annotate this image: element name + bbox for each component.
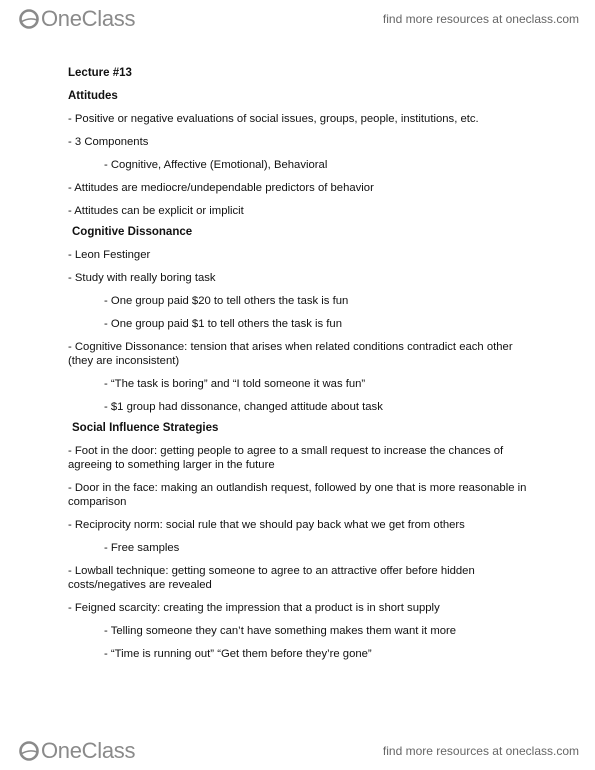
note-subline: - Telling someone they can’t have something makes them want it more xyxy=(104,625,457,637)
note-line: - Reciprocity norm: social rule that we should pay back what we get from others xyxy=(68,519,465,531)
page-header xyxy=(0,0,595,38)
note-subline: - Free samples xyxy=(104,542,180,554)
note-line: - Study with really boring task xyxy=(68,272,216,284)
note-line: - Cognitive Dissonance: tension that arises when related conditions contradict each other (they are inconsistent) xyxy=(68,341,513,367)
note-line: - Foot in the door: getting people to agree to a small request to increase the chances of agreeing to something larger in the future xyxy=(68,445,504,471)
oneclass-logo[interactable] xyxy=(18,738,135,764)
oneclass-o-icon xyxy=(18,8,40,30)
page-footer xyxy=(0,732,595,770)
note-line: - Feigned scarcity: creating the impression that a product is in short supply xyxy=(68,602,440,614)
oneclass-o-icon xyxy=(18,740,40,762)
note-subline: - One group paid $1 to tell others the task is fun xyxy=(104,318,343,330)
note-line: - Attitudes are mediocre/undependable predictors of behavior xyxy=(68,182,374,194)
note-subline: - One group paid $20 to tell others the task is fun xyxy=(104,295,349,307)
section-heading-cognitive-dissonance: Cognitive Dissonance xyxy=(72,226,193,238)
header-tagline-link[interactable]: find more resources at oneclass.com xyxy=(382,12,579,26)
note-line: - Leon Festinger xyxy=(68,249,151,261)
note-line: - 3 Components xyxy=(68,136,149,148)
note-subline: - Cognitive, Affective (Emotional), Behavioral xyxy=(104,159,328,171)
note-line: - Attitudes can be explicit or implicit xyxy=(68,205,244,217)
note-line: - Positive or negative evaluations of social issues, groups, people, institutions, etc. xyxy=(68,113,479,125)
note-subline: - “Time is running out” “Get them before they’re gone” xyxy=(104,648,372,660)
footer-tagline-link[interactable]: find more resources at oneclass.com xyxy=(382,744,579,758)
lecture-title: Lecture #13 xyxy=(68,67,132,79)
document-body xyxy=(68,66,538,670)
note-subline: - $1 group had dissonance, changed attitude about task xyxy=(104,401,383,413)
section-heading-attitudes: Attitudes xyxy=(68,90,118,102)
logo-text: OneClass xyxy=(41,738,136,763)
oneclass-logo[interactable] xyxy=(18,6,135,32)
note-line: - Door in the face: making an outlandish request, followed by one that is more reasonable in comparison xyxy=(68,482,527,508)
note-line: - Lowball technique: getting someone to agree to an attractive offer before hidden costs/negatives are revealed xyxy=(68,565,475,591)
logo-text: OneClass xyxy=(41,6,136,31)
section-heading-social-influence: Social Influence Strategies xyxy=(72,422,219,434)
note-subline: - “The task is boring” and “I told someone it was fun” xyxy=(104,378,366,390)
